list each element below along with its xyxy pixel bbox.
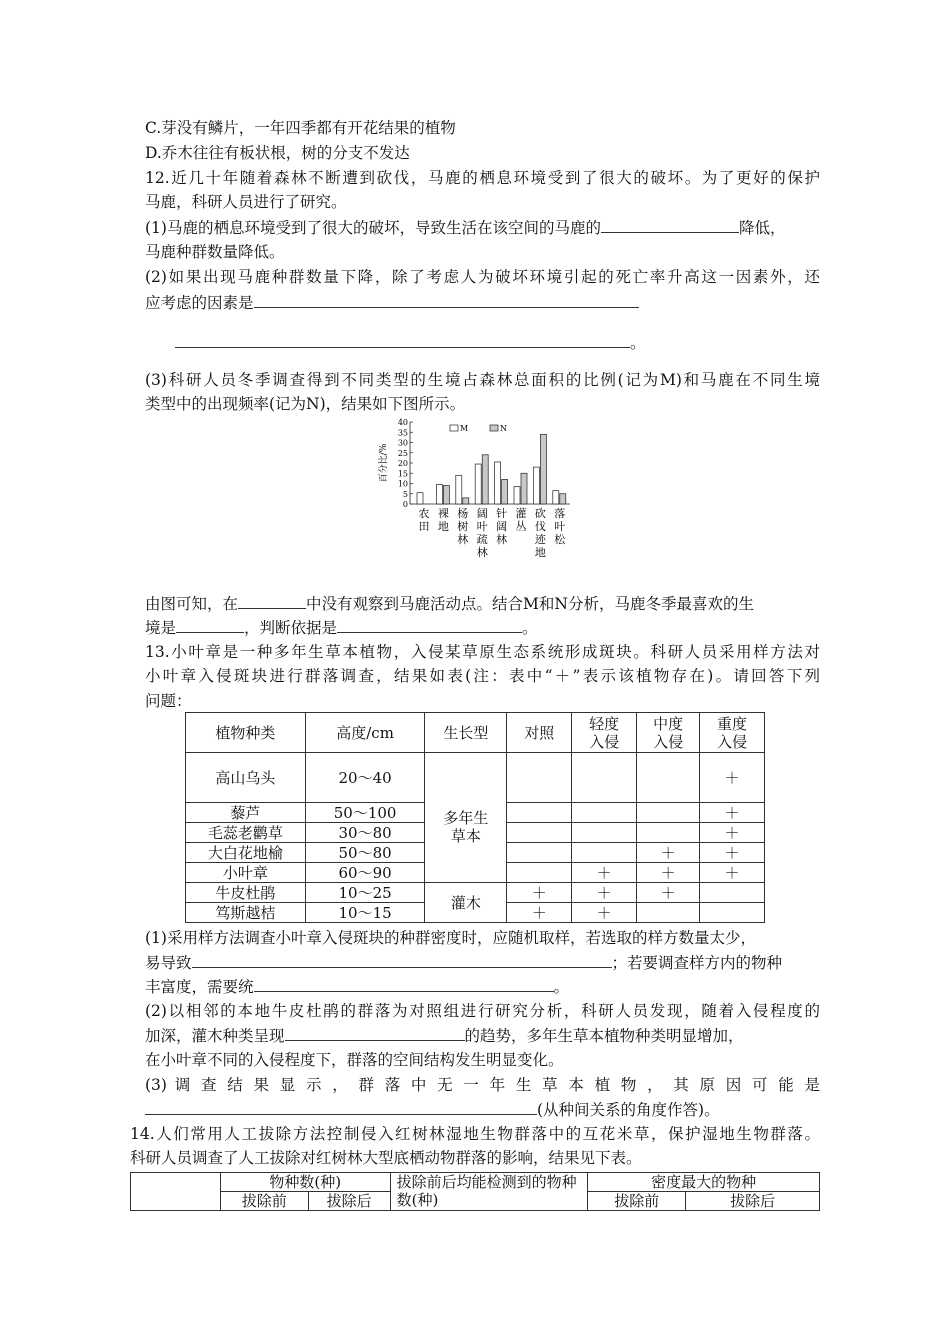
y-tick-label: 10	[397, 479, 408, 489]
growth-type: 多年生草本	[443, 809, 489, 845]
category-label: 农	[418, 507, 430, 520]
table-cell: ＋	[507, 903, 572, 923]
text: 应考虑的因素是	[145, 294, 254, 312]
y-tick-label: 0	[402, 500, 408, 509]
option-c: C.芽没有鳞片，一年四季都有开花结果的植物	[145, 119, 456, 137]
y-tick-label: 40	[397, 418, 408, 427]
header-cell: 对照	[507, 713, 572, 753]
table-cell: 10～25	[305, 883, 425, 903]
q13-part1-3	[145, 975, 569, 998]
q12-part1	[145, 216, 785, 239]
table-cell: 60～90	[305, 863, 425, 883]
answer-blank	[285, 1024, 465, 1041]
table-cell	[700, 883, 765, 903]
q12-part2: (2)如果出现马鹿种群数量下降，除了考虑人为破坏环境引起的死亡率升高这一因素外，还	[145, 268, 820, 286]
category-label: 叶	[476, 520, 488, 533]
text: 的趋势，多年生草本植物种类明显增加，	[464, 1027, 744, 1045]
result-line-1	[145, 592, 754, 615]
category-label: 砍	[534, 507, 546, 520]
category-label: 迹	[534, 533, 546, 546]
table-cell: 小叶章	[186, 863, 306, 883]
category-label: 杨	[457, 507, 469, 520]
table-cell: ＋	[700, 843, 765, 863]
q14-text-2: 科研人员调查了人工拔除对红树林大型底栖动物群落的影响，结果见下表。	[130, 1149, 642, 1167]
header-cell: 拔除后	[686, 1192, 820, 1211]
table-cell: 大白花地榆	[186, 843, 306, 863]
bar-M	[436, 485, 442, 504]
answer-blank	[192, 951, 612, 968]
legend-label-N: N	[500, 424, 507, 433]
header-cell: 拔除前	[588, 1192, 686, 1211]
table-cell	[507, 823, 572, 843]
q13-part2-3: 在小叶章不同的入侵程度下，群落的空间结构发生明显变化。	[145, 1051, 564, 1069]
header-text: 重度入侵	[717, 714, 748, 751]
q12-part3: (3)科研人员冬季调查得到不同类型的生境占森林总面积的比例(记为M)和马鹿在不同生境	[145, 371, 820, 389]
q13-part3-2	[145, 1098, 720, 1121]
bar-chart	[370, 415, 580, 565]
table-cell	[700, 903, 765, 923]
table-cell: ＋	[700, 863, 765, 883]
category-label: 伐	[534, 520, 546, 533]
category-label: 林	[476, 546, 488, 559]
q12-text: 12.近几十年随着森林不断遭到砍伐，马鹿的栖息环境受到了很大的破坏。为了更好的保护	[145, 169, 820, 187]
text: ，判断依据是	[244, 619, 338, 637]
header-cell: 生长型	[425, 713, 507, 753]
table-cell: ＋	[637, 863, 700, 883]
q12-text-2: 马鹿，科研人员进行了研究。	[145, 193, 347, 211]
bar-M	[495, 462, 501, 504]
table-cell: 高山乌头	[186, 753, 306, 803]
text: 。	[522, 619, 538, 637]
bar-M	[514, 487, 520, 504]
table-row	[186, 883, 765, 903]
header-cell: 密度最大的物种	[588, 1173, 820, 1192]
table-cell	[507, 803, 572, 823]
table-cell: 灌木	[425, 883, 507, 923]
text: 由图可知，在	[145, 595, 239, 613]
table-cell: ＋	[700, 753, 765, 803]
table-cell: ＋	[700, 803, 765, 823]
table-cell: 50～100	[305, 803, 425, 823]
removal-table	[130, 1172, 820, 1211]
table-cell	[572, 753, 637, 803]
y-tick-label: 30	[397, 438, 408, 448]
table-cell	[507, 863, 572, 883]
q13-text-3: 问题：	[145, 692, 192, 710]
table-cell: 毛蕊老鹳草	[186, 823, 306, 843]
header-cell	[700, 713, 765, 753]
table-cell	[637, 823, 700, 843]
q12-part2-2	[145, 291, 639, 314]
category-label: 针	[496, 507, 508, 520]
blank-cell	[131, 1173, 221, 1211]
answer-blank	[254, 291, 639, 308]
header-cell: 拔除后	[308, 1192, 390, 1211]
table-cell	[572, 803, 637, 823]
table-cell: ＋	[637, 843, 700, 863]
category-label: 丛	[515, 520, 527, 533]
y-tick-label: 15	[397, 469, 408, 479]
table-cell: 藜芦	[186, 803, 306, 823]
text: (从种间关系的角度作答)。	[537, 1101, 720, 1119]
category-label: 阔	[476, 507, 488, 520]
header-cell: 高度/cm	[305, 713, 425, 753]
header-text: 中度入侵	[653, 714, 684, 751]
category-label: 阔	[496, 520, 508, 533]
table-cell: ＋	[507, 883, 572, 903]
category-label: 松	[554, 533, 566, 546]
option-d: D.乔木往往有板状根，树的分支不发达	[145, 144, 410, 162]
table-cell: ＋	[572, 903, 637, 923]
category-label: 林	[457, 533, 469, 546]
answer-blank	[145, 1098, 537, 1115]
table-row	[186, 753, 765, 803]
header-text: 轻度入侵	[589, 714, 620, 751]
answer-blank	[175, 331, 630, 348]
legend-swatch-M	[450, 425, 458, 431]
answer-blank	[254, 975, 554, 992]
y-tick-label: 35	[397, 428, 408, 438]
bar-M	[417, 493, 423, 504]
bar-N	[560, 494, 566, 504]
legend-swatch-N	[490, 425, 498, 431]
bar-N	[521, 473, 527, 504]
table-cell: ＋	[572, 883, 637, 903]
header-cell: 物种数(种)	[220, 1173, 390, 1192]
category-label: 裸	[437, 507, 449, 520]
text: 丰富度，需要统	[145, 978, 254, 996]
table-cell: ＋	[637, 883, 700, 903]
header-cell: 植物种类	[186, 713, 306, 753]
table-cell	[507, 753, 572, 803]
answer-blank	[176, 616, 244, 633]
answer-blank	[601, 216, 739, 233]
table-cell	[637, 903, 700, 923]
table-cell: 笃斯越桔	[186, 903, 306, 923]
q13-part1-2	[145, 951, 782, 974]
y-tick-label: 25	[397, 448, 408, 458]
q13-text-2: 小叶章入侵斑块进行群落调查，结果如表(注：表中“＋”表示该植物存在)。请回答下列	[145, 667, 820, 685]
text: 。	[630, 334, 646, 352]
y-tick-label: 20	[397, 459, 408, 468]
y-tick-label: 5	[402, 489, 408, 499]
header-cell	[637, 713, 700, 753]
bar-N	[540, 434, 546, 504]
table-cell: 20～40	[305, 753, 425, 803]
legend-label-M: M	[460, 424, 469, 433]
bar-M	[456, 475, 462, 504]
y-axis-label: 百分比/%	[379, 443, 389, 483]
header-cell	[572, 713, 637, 753]
header-cell: 拔除前后均能检测到的物种数(种)	[390, 1173, 588, 1211]
invasion-table	[185, 712, 765, 923]
q13-part2: (2)以相邻的本地牛皮杜鹃的群落为对照组进行研究分析，科研人员发现，随着入侵程度的	[145, 1002, 820, 1020]
table-header	[186, 713, 765, 753]
table-cell	[507, 843, 572, 863]
category-label: 林	[496, 533, 508, 546]
table-cell	[637, 803, 700, 823]
category-label: 田	[418, 520, 430, 533]
table-cell	[425, 753, 507, 883]
q13-text: 13.小叶章是一种多年生草本植物，入侵某草原生态系统形成斑块。科研人员采用样方法对	[145, 643, 820, 661]
answer-blank	[238, 592, 306, 609]
bar-M	[553, 491, 559, 504]
text: 易导致	[145, 954, 192, 972]
q13-part3: (3) 调 查 结 果 显 示 ， 群 落 中 无 一 年 生 草 本 植 物 ， 其 原 因 可 能 是	[145, 1076, 820, 1094]
category-label: 地	[534, 546, 546, 559]
answer-blank	[337, 616, 522, 633]
bar-N	[463, 498, 469, 504]
category-label: 叶	[554, 520, 566, 533]
bar-N	[502, 479, 508, 504]
table-cell: 50～80	[305, 843, 425, 863]
bar-N	[482, 455, 488, 504]
text: 中没有观察到马鹿活动点。结合M和N分析，马鹿冬季最喜欢的生	[306, 595, 754, 613]
table-cell: 10～15	[305, 903, 425, 923]
text: (1)马鹿的栖息环境受到了很大的破坏，导致生活在该空间的马鹿的	[145, 219, 601, 237]
table-cell: ＋	[700, 823, 765, 843]
q13-part2-2	[145, 1024, 744, 1047]
table-cell: 30～80	[305, 823, 425, 843]
q14-text: 14.人们常用人工拔除方法控制侵入红树林湿地生物群落中的互花米草，保护湿地生物群落。	[130, 1125, 820, 1143]
text: 。	[553, 978, 570, 996]
text: 加深，灌木种类呈现	[145, 1027, 285, 1045]
table-cell	[637, 753, 700, 803]
text: 境是	[145, 619, 177, 637]
table-cell	[572, 823, 637, 843]
q12-part3-2: 类型中的出现频率(记为N)，结果如下图所示。	[145, 395, 466, 413]
bar-N	[443, 486, 449, 504]
result-line-2	[145, 616, 538, 639]
category-label: 落	[554, 507, 566, 520]
q13-part1: (1)采用样方法调查小叶章入侵斑块的种群密度时，应随机取样，若选取的样方数量太少，	[145, 929, 756, 947]
q12-part2-3	[175, 331, 646, 354]
table-cell	[572, 843, 637, 863]
header-cell: 拔除前	[220, 1192, 308, 1211]
category-label: 疏	[476, 533, 488, 546]
bar-M	[533, 467, 539, 504]
text: 降低，	[738, 219, 786, 237]
category-label: 灌	[515, 507, 527, 520]
bar-M	[475, 464, 481, 504]
category-label: 树	[457, 520, 469, 533]
table-cell: ＋	[572, 863, 637, 883]
q12-part1-2: 马鹿种群数量降低。	[145, 243, 285, 261]
category-label: 地	[437, 520, 449, 533]
table-cell: 牛皮杜鹃	[186, 883, 306, 903]
text: ；若要调查样方内的物种	[611, 954, 783, 972]
